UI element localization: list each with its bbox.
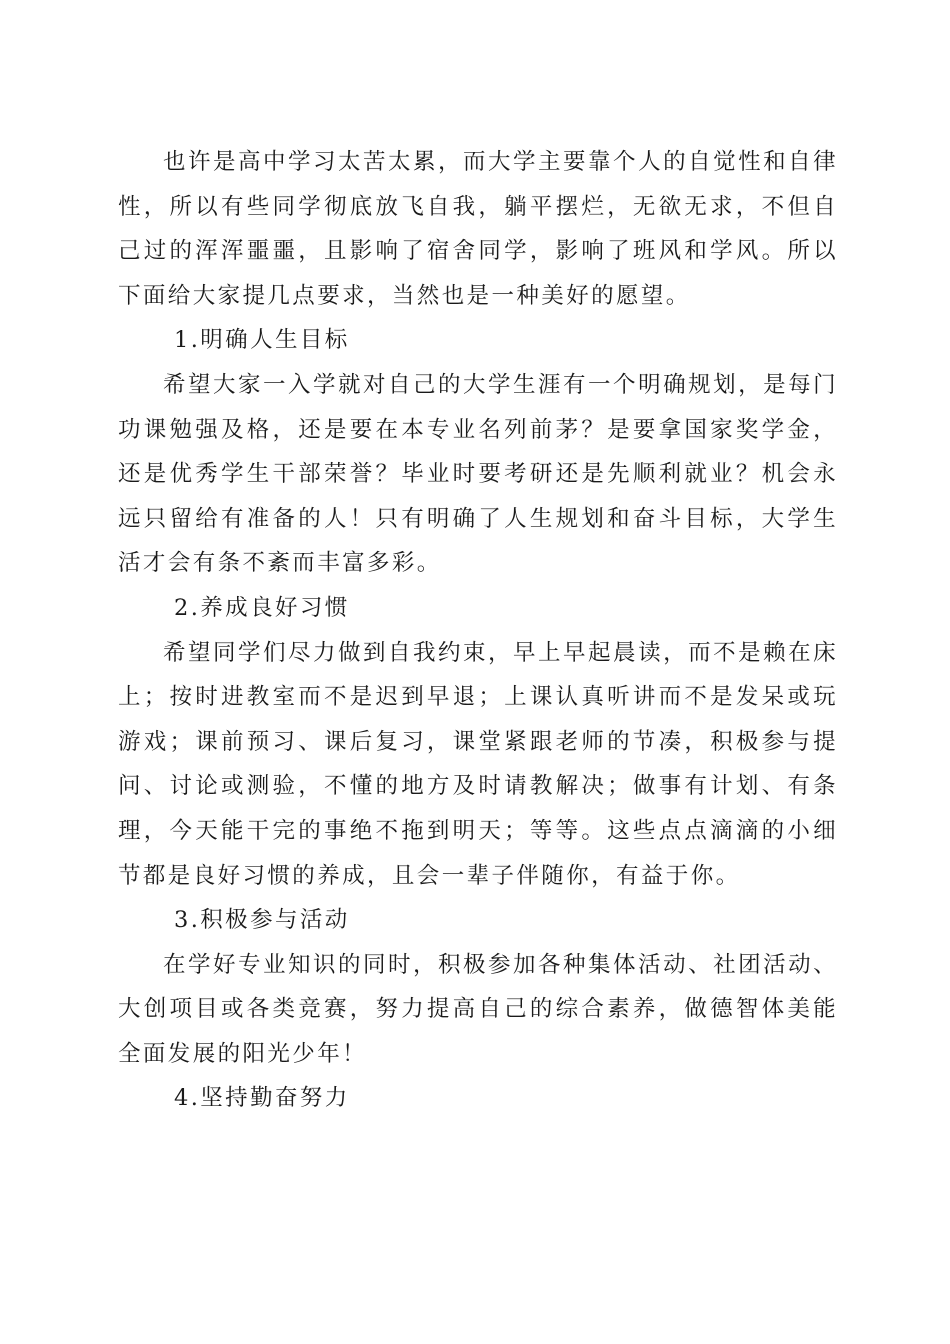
document-page (118, 140, 838, 1121)
paragraph-intro: 也许是高中学习太苦太累，而大学主要靠个人的自觉性和自律性，所以有些同学彻底放飞自我，躺平摆烂，无欲无求，不但自己过的浑浑噩噩，且影响了宿舍同学，影响了班风和学风。所以下面给大家提几点要求，当然也是一种美好的愿望。 (118, 149, 838, 309)
heading-diligence: 4.坚持勤奋努力 (174, 1085, 350, 1112)
paragraph-habits: 希望同学们尽力做到自我约束，早上早起晨读，而不是赖在床上；按时进教室而不是迟到早退；上课认真听讲而不是发呆或玩游戏；课前预习、课后复习，课堂紧跟老师的节凑，积极参与提问、讨论或测验，不懂的地方及时请教解决；做事有计划、有条理，今天能干完的事绝不拖到明天；等等。这些点点滴滴的小细节都是良好习惯的养成，且会一辈子伴随你，有益于你。 (118, 639, 838, 889)
heading-habits: 2.养成良好习惯 (174, 594, 350, 621)
heading-goal: 1.明确人生目标 (174, 327, 350, 354)
heading-activities: 3.积极参与活动 (174, 907, 350, 934)
paragraph-goal: 希望大家一入学就对自己的大学生涯有一个明确规划，是每门功课勉强及格，还是要在本专业名列前茅？是要拿国家奖学金，还是优秀学生干部荣誉？毕业时要考研还是先顺利就业？机会永远只留给有准备的人！只有明确了人生规划和奋斗目标，大学生活才会有条不紊而丰富多彩。 (118, 371, 838, 577)
paragraph-activities: 在学好专业知识的同时，积极参加各种集体活动、社团活动、大创项目或各类竞赛，努力提高自己的综合素养，做德智体美能全面发展的阳光少年！ (118, 951, 838, 1067)
